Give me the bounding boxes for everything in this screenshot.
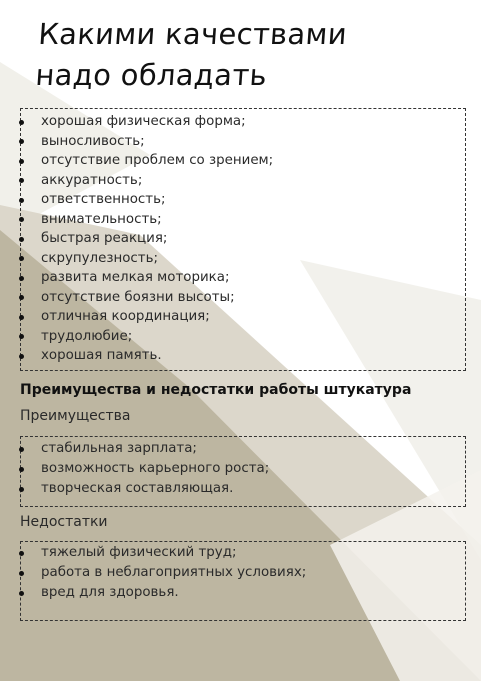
bullet-icon — [19, 217, 24, 222]
list-item — [21, 288, 465, 308]
list-item-text: работа в неблагоприятных условиях; — [41, 565, 307, 580]
list-item — [21, 327, 465, 347]
list-item — [21, 346, 465, 366]
disadvantages-title: Недостатки — [20, 514, 108, 530]
list-item-text: возможность карьерного роста; — [41, 461, 270, 476]
bullet-icon — [19, 354, 24, 359]
list-item — [21, 543, 465, 563]
list-item-text: ответственность; — [41, 192, 166, 207]
bullet-icon — [19, 467, 24, 472]
disadvantages-box — [20, 541, 466, 621]
list-item — [21, 307, 465, 327]
bullet-icon — [19, 178, 24, 183]
bullet-icon — [19, 120, 24, 125]
qualities-box — [20, 108, 466, 371]
list-item — [21, 229, 465, 249]
page-title — [34, 14, 460, 96]
list-item — [21, 151, 465, 171]
advantages-box — [20, 436, 466, 507]
list-item — [21, 479, 465, 499]
bullet-icon — [19, 551, 24, 556]
list-item-text: развита мелкая моторика; — [41, 270, 230, 285]
disadvantages-list — [21, 543, 465, 603]
bullet-icon — [19, 139, 24, 144]
list-item — [21, 563, 465, 583]
bullet-icon — [19, 334, 24, 339]
list-item-text: трудолюбие; — [41, 328, 133, 344]
bullet-icon — [19, 159, 24, 164]
bullet-icon — [19, 295, 24, 300]
list-item-text: внимательность; — [41, 211, 162, 227]
section-heading: Преимущества и недостатки работы штукатура — [20, 382, 412, 398]
bullet-icon — [19, 487, 24, 492]
list-item — [21, 112, 465, 132]
bullet-icon — [19, 198, 24, 203]
list-item-text: отсутствие проблем со зрением; — [41, 153, 274, 168]
list-item — [21, 210, 465, 230]
page-title-line-2: надо обладать — [34, 58, 269, 92]
bullet-icon — [19, 447, 24, 452]
list-item-text: отличная координация; — [41, 309, 210, 324]
list-item — [21, 190, 465, 210]
list-item-text: тяжелый физический труд; — [41, 545, 237, 560]
list-item-text: хорошая физическая форма; — [41, 114, 246, 129]
qualities-list — [21, 112, 465, 366]
list-item-text: аккуратность; — [41, 172, 143, 188]
bullet-icon — [19, 571, 24, 576]
list-item-text: вред для здоровья. — [41, 585, 179, 600]
list-item — [21, 459, 465, 479]
list-item-text: выносливость; — [41, 133, 145, 149]
list-item-text: скрупулезность; — [41, 250, 158, 266]
list-item — [21, 249, 465, 269]
list-item — [21, 268, 465, 288]
advantages-list — [21, 439, 465, 499]
list-item — [21, 439, 465, 459]
list-item-text: отсутствие боязни высоты; — [41, 289, 235, 305]
bullet-icon — [19, 315, 24, 320]
advantages-title: Преимущества — [20, 408, 131, 424]
list-item-text: хорошая память. — [41, 348, 162, 363]
list-item — [21, 132, 465, 152]
list-item-text: творческая составляющая. — [41, 481, 234, 496]
list-item — [21, 583, 465, 603]
list-item — [21, 171, 465, 191]
bullet-icon — [19, 591, 24, 596]
bullet-icon — [19, 256, 24, 261]
page-title-line-1: Какими качествами — [37, 17, 349, 51]
bullet-icon — [19, 276, 24, 281]
list-item-text: стабильная зарплата; — [41, 441, 197, 456]
bullet-icon — [19, 237, 24, 242]
list-item-text: быстрая реакция; — [41, 231, 168, 246]
